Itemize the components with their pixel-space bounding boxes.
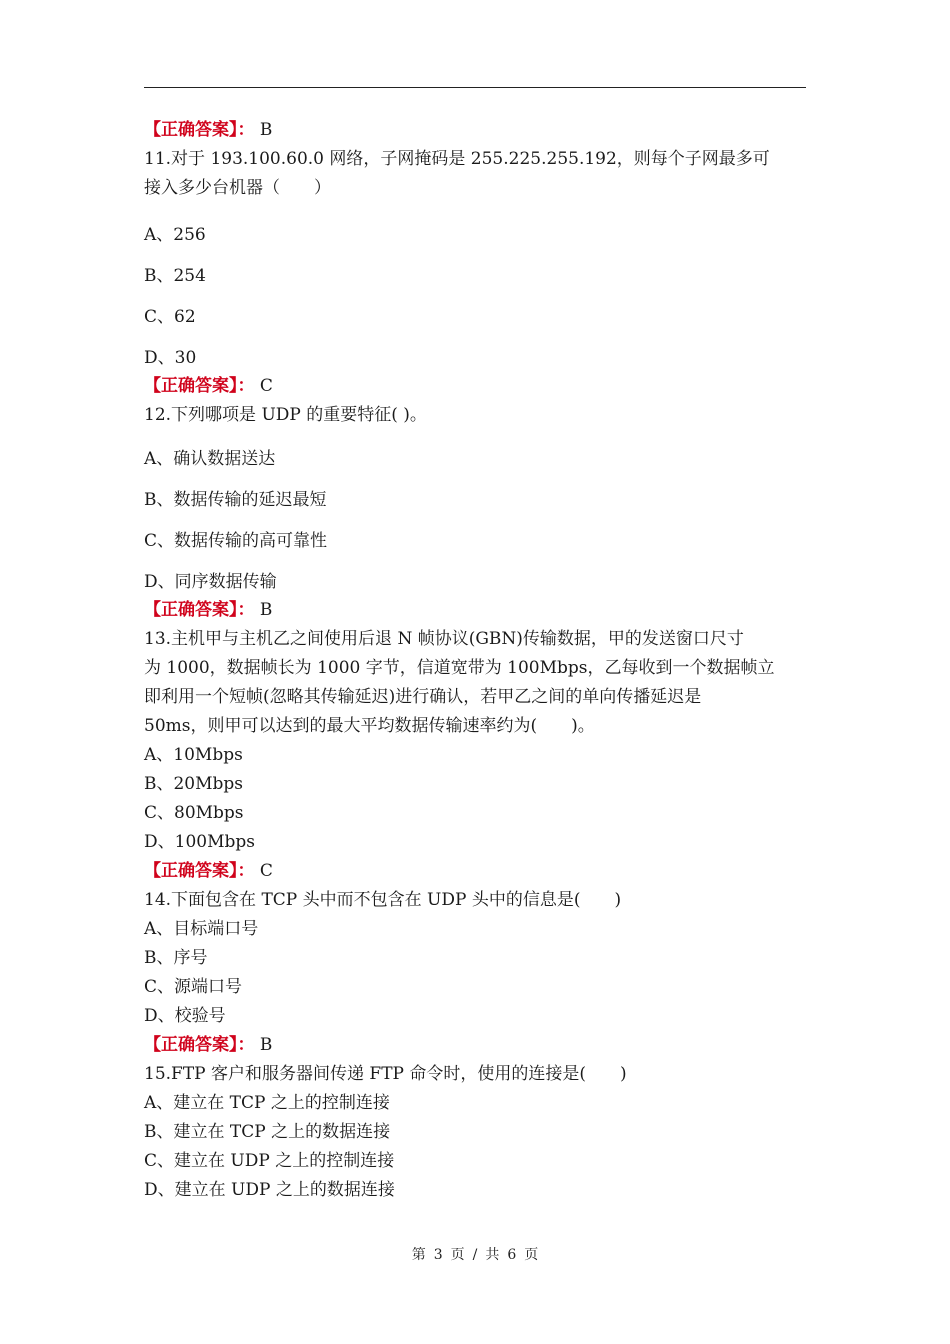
answer-value: B: [259, 1035, 273, 1055]
footer-page-unit: 页: [450, 1247, 465, 1263]
option-c: C、数据传输的高可靠性: [144, 531, 328, 551]
option-b: B、254: [144, 266, 206, 286]
option-c: C、建立在 UDP 之上的控制连接: [144, 1151, 395, 1171]
answer-label: 【正确答案】: [144, 120, 238, 140]
option-c: C、源端口号: [144, 977, 243, 997]
header-rule: [144, 87, 806, 88]
question-13-line-1: 13.主机甲与主机乙之间使用后退 N 帧协议(GBN)传输数据，甲的发送窗口尺寸: [144, 629, 744, 649]
question-12-line-1: 12.下列哪项是 UDP 的重要特征( )。: [144, 405, 427, 425]
question-11-line-1: 11.对于 193.100.60.0 网络，子网掩码是 255.225.255.192，则每个子网最多可: [144, 149, 770, 169]
answer-colon: ：: [237, 861, 255, 881]
option-a: A、建立在 TCP 之上的控制连接: [144, 1093, 390, 1113]
question-14-line-1: 14.下面包含在 TCP 头中而不包含在 UDP 头中的信息是( ): [144, 890, 622, 910]
question-11-line-2: 接入多少台机器（ ）: [144, 178, 331, 198]
option-a: A、256: [144, 225, 206, 245]
option-a: A、确认数据送达: [144, 449, 276, 469]
answer-value: C: [259, 376, 273, 396]
answer-line: [144, 857, 809, 886]
answer-colon: ：: [237, 376, 255, 396]
answer-value: B: [259, 600, 273, 620]
answer-line: [144, 372, 809, 401]
page-footer: [0, 1244, 950, 1264]
answer-colon: ：: [237, 600, 255, 620]
footer-page-prefix: 第: [411, 1247, 426, 1263]
answer-label: 【正确答案】: [144, 600, 238, 620]
option-d: D、同序数据传输: [144, 572, 277, 592]
page-content: [144, 116, 809, 1205]
answer-label: 【正确答案】: [144, 376, 238, 396]
answer-line: [144, 1031, 809, 1060]
answer-value: B: [259, 120, 273, 140]
footer-total-unit: 页: [524, 1247, 539, 1263]
option-c: C、80Mbps: [144, 803, 244, 823]
footer-separator: /: [472, 1247, 478, 1263]
question-15-line-1: 15.FTP 客户和服务器间传递 FTP 命令时，使用的连接是( ): [144, 1064, 627, 1084]
answer-label: 【正确答案】: [144, 861, 238, 881]
answer-line: [144, 116, 809, 145]
answer-label: 【正确答案】: [144, 1035, 238, 1055]
answer-line: [144, 596, 809, 625]
question-13-line-2: 为 1000，数据帧长为 1000 字节，信道宽带为 100Mbps，乙每收到一个数据帧立: [144, 658, 775, 678]
option-d: D、建立在 UDP 之上的数据连接: [144, 1180, 395, 1200]
option-d: D、30: [144, 348, 197, 368]
answer-colon: ：: [237, 120, 255, 140]
answer-value: C: [259, 861, 273, 881]
option-b: B、序号: [144, 948, 208, 968]
option-c: C、62: [144, 307, 196, 327]
option-b: B、20Mbps: [144, 774, 244, 794]
option-d: D、100Mbps: [144, 832, 255, 852]
footer-page-total: 6: [507, 1247, 517, 1263]
option-a: A、10Mbps: [144, 745, 243, 765]
option-b: B、数据传输的延迟最短: [144, 490, 327, 510]
option-d: D、校验号: [144, 1006, 226, 1026]
answer-colon: ：: [237, 1035, 255, 1055]
option-b: B、建立在 TCP 之上的数据连接: [144, 1122, 391, 1142]
footer-total-prefix: 共: [485, 1247, 500, 1263]
question-13-line-4: 50ms，则甲可以达到的最大平均数据传输速率约为( )。: [144, 716, 595, 736]
option-a: A、目标端口号: [144, 919, 259, 939]
footer-page-current: 3: [433, 1247, 443, 1263]
question-13-line-3: 即利用一个短帧(忽略其传输延迟)进行确认，若甲乙之间的单向传播延迟是: [144, 687, 702, 707]
